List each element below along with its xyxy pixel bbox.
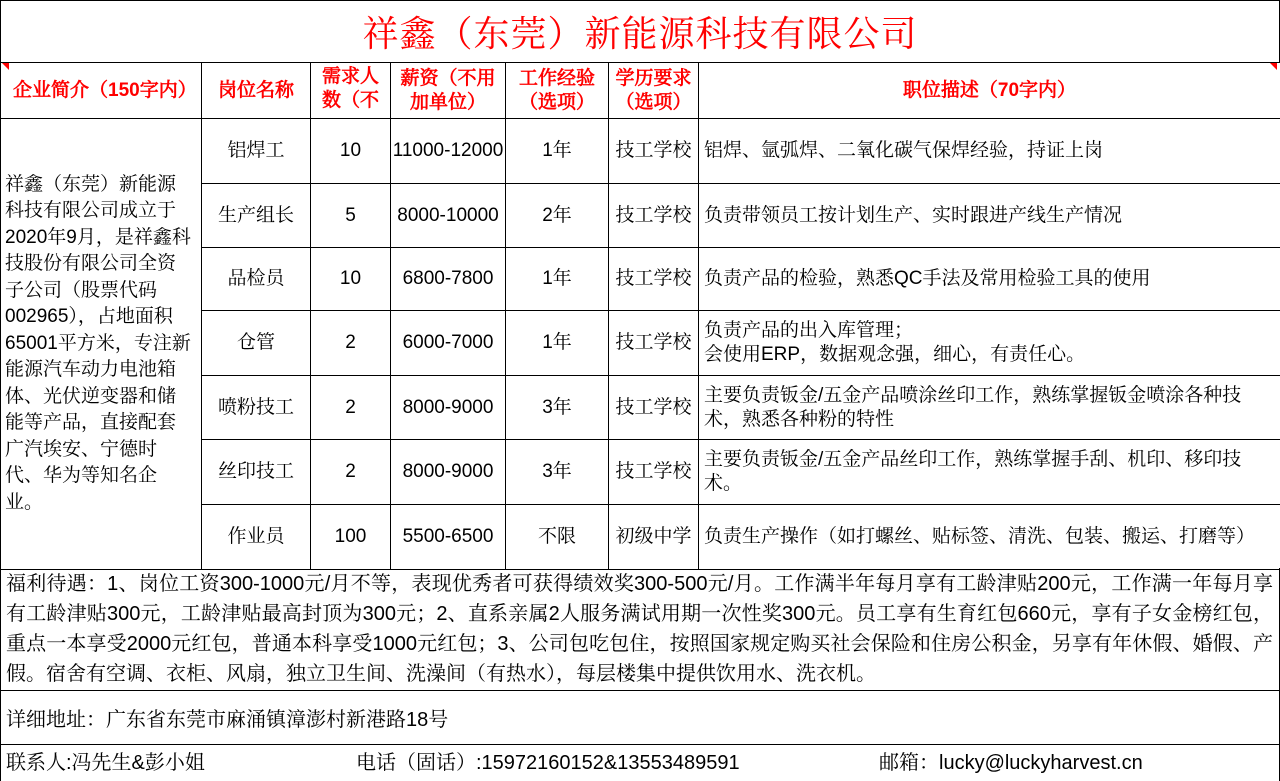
job-description: 主要负责钣金/五金产品喷涂丝印工作，熟练掌握钣金喷涂各种技术，熟悉各种粉的特性 — [699, 376, 1280, 440]
job-experience: 2年 — [506, 184, 609, 248]
job-position: 铝焊工 — [202, 119, 311, 184]
job-description: 负责产品的检验，熟悉QC手法及常用检验工具的使用 — [699, 248, 1280, 311]
job-education: 技工学校 — [609, 440, 699, 505]
job-position: 喷粉技工 — [202, 376, 311, 440]
job-headcount: 100 — [311, 505, 391, 570]
job-salary: 8000-9000 — [391, 376, 506, 440]
page-title: 祥鑫（东莞）新能源科技有限公司 — [0, 0, 1280, 62]
job-position: 品检员 — [202, 248, 311, 311]
job-table — [0, 62, 1280, 570]
contact-row — [0, 745, 1280, 781]
job-headcount: 2 — [311, 376, 391, 440]
comment-indicator-icon — [1270, 63, 1277, 70]
header-headcount — [311, 63, 391, 119]
header-salary: 薪资（不用加单位） — [391, 63, 506, 119]
job-salary: 6800-7800 — [391, 248, 506, 311]
contact-email: 邮箱：lucky@luckyharvest.cn — [879, 752, 1143, 774]
job-headcount: 10 — [311, 248, 391, 311]
job-experience: 3年 — [506, 440, 609, 505]
benefits-text: 福利待遇：1、岗位工资300-1000元/月不等，表现优秀者可获得绩效奖300-500元/月。工作满半年每月享有工龄津贴200元，工作满一年每月享有工龄津贴300元，工龄津贴最高封顶为300元；2、直系亲属2人服务满试用期一次性奖300元。员工享有生育红包660元，享有子女金榜红包，重点一本享受2000元红包，普通本科享受1000元红包；3、公司包吃包住，按照国家规定购买社会保险和住房公积金，另享有年休假、婚假、产假。宿舍有空调、衣柜、风扇，独立卫生间、洗澡间（有热水），每层楼集中提供饮用水、洗衣机。 — [0, 568, 1280, 691]
job-description: 负责带领员工按计划生产、实时跟进产线生产情况 — [699, 184, 1280, 248]
address-text: 详细地址：广东省东莞市麻涌镇漳澎村新港路18号 — [0, 691, 1280, 745]
job-position: 作业员 — [202, 505, 311, 570]
comment-indicator-icon — [2, 63, 9, 70]
job-experience: 1年 — [506, 311, 609, 376]
job-headcount: 5 — [311, 184, 391, 248]
header-company-intro: 企业简介（150字内） — [1, 63, 202, 119]
job-headcount: 2 — [311, 311, 391, 376]
header-headcount-label: 需求人数（不 — [321, 66, 379, 111]
company-intro: 祥鑫（东莞）新能源科技有限公司成立于2020年9月，是祥鑫科技股份有限公司全资子公司（股票代码002965），占地面积65001平方米，专注新能源汽车动力电池箱体、光伏逆变器和储能等产品，直接配套广汽埃安、宁德时代、华为等知名企业。 — [1, 119, 202, 570]
job-education: 技工学校 — [609, 376, 699, 440]
job-experience: 3年 — [506, 376, 609, 440]
contact-person: 联系人:冯先生&彭小姐 — [6, 752, 205, 774]
job-position: 丝印技工 — [202, 440, 311, 505]
job-headcount: 2 — [311, 440, 391, 505]
header-description: 职位描述（70字内） — [699, 63, 1280, 119]
job-salary: 11000-12000 — [391, 119, 506, 184]
job-education: 技工学校 — [609, 119, 699, 184]
job-salary: 8000-10000 — [391, 184, 506, 248]
job-education: 初级中学 — [609, 505, 699, 570]
job-experience: 1年 — [506, 248, 609, 311]
job-description: 负责产品的出入库管理； 会使用ERP，数据观念强，细心，有责任心。 — [699, 311, 1280, 376]
job-education: 技工学校 — [609, 311, 699, 376]
job-experience: 1年 — [506, 119, 609, 184]
job-salary: 6000-7000 — [391, 311, 506, 376]
job-row — [1, 119, 1280, 184]
job-headcount: 10 — [311, 119, 391, 184]
job-description: 铝焊、氩弧焊、二氧化碳气保焊经验，持证上岗 — [699, 119, 1280, 184]
contact-phone: 电话（固话）:15972160152&13553489591 — [356, 752, 740, 774]
job-salary: 8000-9000 — [391, 440, 506, 505]
job-position: 仓管 — [202, 311, 311, 376]
header-row — [1, 63, 1280, 119]
header-position: 岗位名称 — [202, 63, 311, 119]
job-position: 生产组长 — [202, 184, 311, 248]
job-education: 技工学校 — [609, 248, 699, 311]
job-description: 主要负责钣金/五金产品丝印工作，熟练掌握手刮、机印、移印技术。 — [699, 440, 1280, 505]
job-salary: 5500-6500 — [391, 505, 506, 570]
header-education: 学历要求（选项） — [609, 63, 699, 119]
job-description: 负责生产操作（如打螺丝、贴标签、清洗、包装、搬运、打磨等） — [699, 505, 1280, 570]
header-experience: 工作经验（选项） — [506, 63, 609, 119]
job-education: 技工学校 — [609, 184, 699, 248]
job-experience: 不限 — [506, 505, 609, 570]
